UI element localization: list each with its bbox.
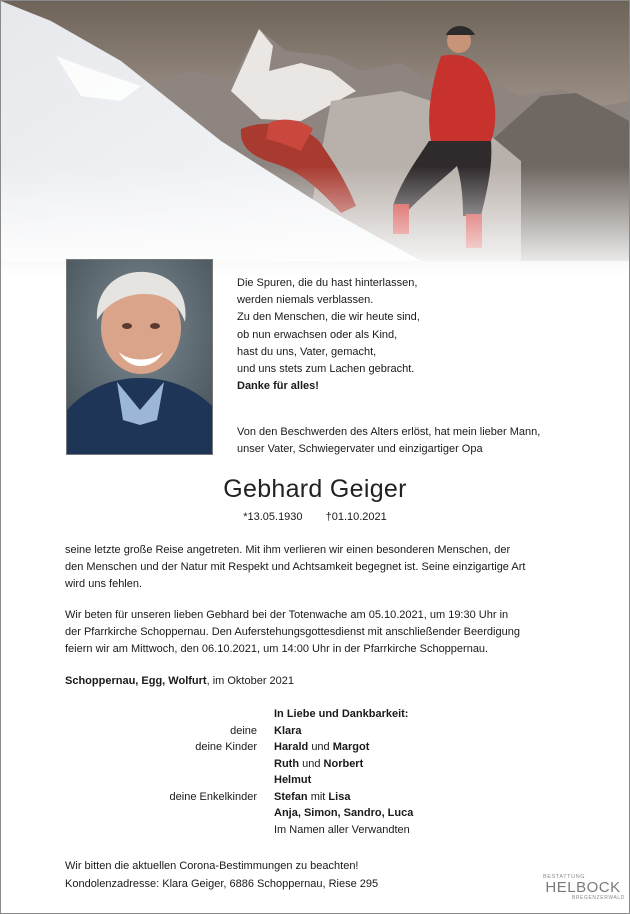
paragraph-line: seine letzte große Reise angetreten. Mit ihm verlieren wir einen besonderen Menschen, der [65,544,511,556]
child-name: Harald [274,741,309,753]
mountain-climber-photo [1,1,629,301]
grandchildren-names: Anja, Simon, Sandro, Luca [274,807,414,819]
paragraph-line: feiern wir am Mittwoch, den 06.10.2021, um 14:00 Uhr in der Pfarrkirche Schoppernau. [65,643,489,655]
memorial-poem [237,275,420,395]
life-dates [1,511,629,523]
partner-name: Lisa [328,790,351,803]
portrait-photo [66,259,213,455]
logo-top-text: BESTATTUNG [543,874,586,880]
poem-line: werden niemals verblassen. [237,294,374,307]
funeral-home-logo [539,874,627,910]
children-label: deine Kinder [195,741,257,753]
poem-line: und uns stets zum Lachen gebracht. [237,363,415,376]
poem-line: Zu den Menschen, die wir heute sind, [237,311,420,324]
poem-line: ob nun erwachsen oder als Kind, [237,328,398,341]
conjunction: mit [310,790,326,803]
relatives-line: Im Namen aller Verwandten [274,823,410,836]
grandchild-name: Stefan [274,790,308,803]
paragraph-line: der Pfarrkirche Schoppernau. Den Auferstehungsgottesdienst mit anschließender Beerdigung [65,626,520,638]
service-paragraph [65,607,585,658]
conjunction: und [302,757,321,770]
spouse-name: Margot [332,741,370,753]
child-name: Helmut [274,774,312,786]
paragraph-line: wird uns fehlen. [65,578,143,590]
grandchildren-label: deine Enkelkinder [169,790,257,803]
footer-notes [65,857,378,893]
poem-line: hast du uns, Vater, gemacht, [237,345,377,358]
poem-line: Die Spuren, die du hast hinterlassen, [237,277,418,289]
intro-text [237,424,587,458]
family-heading: In Liebe und Dankbarkeit: [274,708,409,720]
farewell-paragraph [65,542,585,593]
child-name: Ruth [274,757,300,770]
paragraph-line: Wir beten für unseren lieben Gebhard bei der Totenwache am 05.10.2021, um 19:30 Uhr in [65,609,509,621]
wife-name: Klara [274,724,302,737]
spouse-name: Norbert [323,757,364,770]
poem-thanks: Danke für alles! [237,380,319,393]
intro-line: unser Vater, Schwiegervater und einzigartiger Opa [237,443,483,455]
birth-date: *13.05.1930 [243,511,303,523]
conjunction: und [311,741,330,753]
deceased-name: Gebhard Geiger [223,475,407,503]
corona-notice: Wir bitten die aktuellen Corona-Bestimmungen zu beachten! [65,860,359,872]
condolence-address: Kondolenzadresse: Klara Geiger, 6886 Schoppernau, Riese 295 [65,878,379,890]
paragraph-line: den Menschen und der Natur mit Respekt und Achtsamkeit begegnet ist. Seine einzigartige Art [65,561,526,573]
family-list [1,708,629,840]
intro-line: Von den Beschwerden des Alters erlöst, hat mein lieber Mann, [237,426,541,438]
place-towns: Schoppernau, Egg, Wolfurt [65,675,207,687]
death-date: †01.10.2021 [325,511,387,523]
wife-label: deine [230,724,257,737]
place-month: , im Oktober 2021 [206,675,295,687]
logo-bottom-text: BREGENZERWALD [571,895,625,901]
place-date [65,675,294,687]
logo-main-text: HELBOCK [545,879,621,896]
